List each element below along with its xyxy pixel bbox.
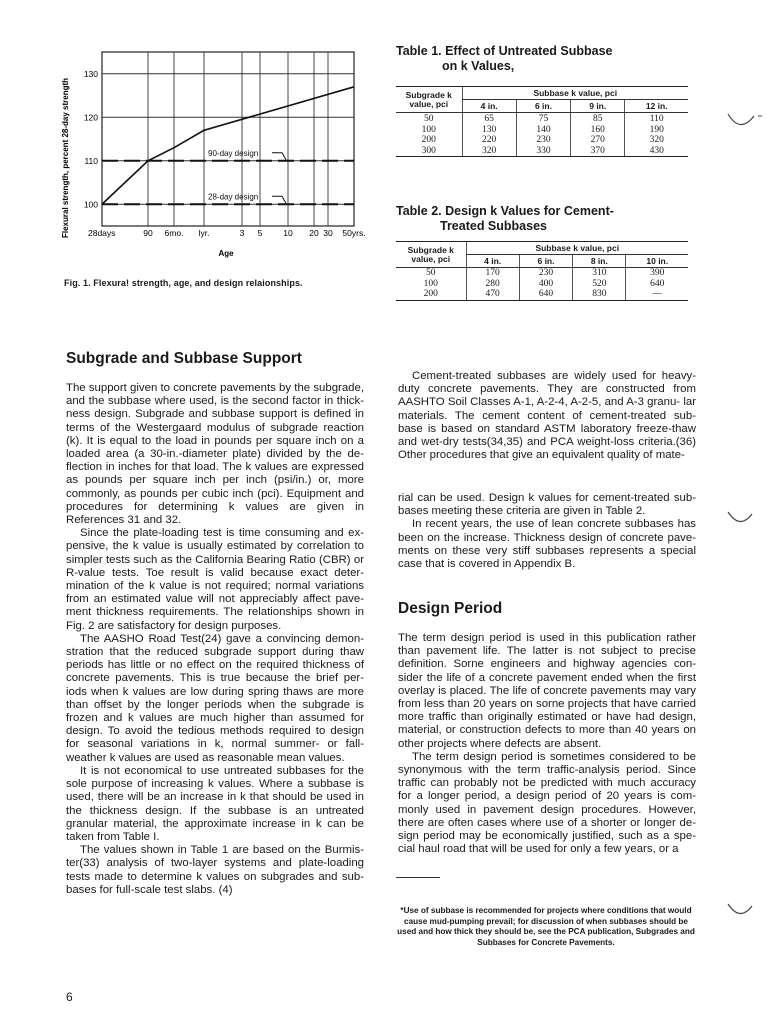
figure-caption: Fig. 1. Flexura! strength, age, and design relaionships. xyxy=(64,278,303,288)
right-column-top xyxy=(398,370,696,462)
x-tick-label: lyr. xyxy=(198,228,210,238)
table1-col-header: 6 in. xyxy=(516,100,570,113)
table2-title-line2: Treated Subbases xyxy=(440,219,547,233)
x-axis-label: Age xyxy=(218,249,234,258)
annotation-28-day: 28-day design xyxy=(208,192,259,202)
table2-cell: 470 xyxy=(466,289,519,300)
table1-subgrade-header: Subgrade k value, pci xyxy=(396,87,462,113)
paragraph: Since the plate-loading test is time consuming and ex- pensive, the k value is usually estimated by correlation to simpler tests such as the California Bearing Ratio (CBR) or R-value tests. Toe result is valid because exact deter- mination of the k value is not required; normal variations from an estimated value will not appreciably affect pave- ment thickness requirements. The relationships shown in Fig. 2 are satisfactory for design purposes. xyxy=(66,527,364,632)
table1-col-header: 4 in. xyxy=(462,100,516,113)
x-tick-label: 50yrs. xyxy=(342,228,366,238)
footnote: *Use of subbase is recommended for projects where conditions that would cause mud-pumping prevail; for discussion of when subbases should be used and how thick they should be, see the PCA publication, Subgrades and Subbases for Concrete Pavements. xyxy=(397,906,695,947)
paragraph: The term design period is sometimes considered to be synonymous with the term traffic-analysis period. Since traffic can probably not be predicted with much accuracy for a longer period, a design period of 20 years is com- monly used in pavement design procedures. However, there are often cases where use of a shorter or longer de- sign period may be economically justified, such as a spe- cial haul road that will be used for only a few years, or a xyxy=(398,750,696,856)
table1-cell: 230 xyxy=(516,135,570,146)
table2-cell: 100 xyxy=(423,278,438,289)
table1-col-header: 9 in. xyxy=(571,100,625,113)
table1-title xyxy=(396,44,612,74)
x-tick-label: 20 xyxy=(309,228,319,238)
table2-cell: 640 xyxy=(519,289,572,300)
table2-subgrade-header: Subgrade k value, pci xyxy=(396,242,466,268)
paragraph: rial can be used. Design k values for cement-treated sub- bases meeting these criteria are given in Table 2. xyxy=(398,492,696,518)
table2-col-header: 4 in. xyxy=(466,255,519,268)
x-tick-label: 28days xyxy=(88,228,116,238)
table1-cell: 430 xyxy=(625,146,688,157)
margin-mark-icon xyxy=(722,500,758,536)
section-heading-subgrade: Subgrade and Subbase Support xyxy=(66,350,302,367)
table1 xyxy=(396,86,688,157)
table2-cell: 640 xyxy=(626,279,688,290)
y-tick-label: 110 xyxy=(84,155,98,166)
right-column-bottom xyxy=(398,632,696,856)
y-tick-label: 120 xyxy=(83,112,98,123)
table2-col-header: 10 in. xyxy=(626,255,688,268)
table1-cell: 130 xyxy=(462,125,516,136)
table2-cell: 830 xyxy=(573,289,626,300)
y-tick-label: 100 xyxy=(83,199,98,210)
paragraph: The values shown in Table 1 are based on the Burmis- ter(33) analysis of two-layer systems and plate-loading tests made to determine k values on subgrades and sub- bases for full-scale test slabs. (4) xyxy=(66,844,364,896)
table1-title-line1: Table 1. Effect of Untreated Subbase xyxy=(396,44,613,58)
table2-cell: 170 xyxy=(466,268,519,279)
paragraph: It is not economical to use untreated subbases for the sole purpose of increasing k values. Where a subbase is used, there will be an increase in k that should be used in the thickness design. If the subbase is an untreated granular material, the approximate increase in k can be taken from Table I. xyxy=(66,764,364,843)
table1-cell: 300 xyxy=(396,146,462,157)
table1-cell: 200 xyxy=(421,135,436,145)
x-tick-label: 30 xyxy=(323,228,333,238)
page-number: 6 xyxy=(66,990,73,1004)
x-tick-label: 3 xyxy=(239,228,245,238)
table2-col-header: 8 in. xyxy=(573,255,626,268)
table1-title-line2: on k Values, xyxy=(442,59,515,73)
table1-cell: 270 xyxy=(571,135,625,146)
left-column xyxy=(66,382,364,897)
table1-cell: 320 xyxy=(625,135,688,146)
table2-cell: 520 xyxy=(573,279,626,290)
chart xyxy=(56,40,366,275)
table2-cell: 230 xyxy=(519,268,572,279)
table2-cell: 400 xyxy=(519,279,572,290)
table1-cell: 220 xyxy=(462,135,516,146)
x-tick-label: 10 xyxy=(283,228,293,238)
table2-cell: 50 xyxy=(426,268,436,278)
table2-cell: 310 xyxy=(573,268,626,279)
margin-mark-icon xyxy=(722,892,758,928)
table1-col-header: 12 in. xyxy=(625,100,688,113)
table1-cell: 140 xyxy=(516,125,570,136)
paragraph: Cement-treated subbases are widely used for heavy- duty concrete pavements. They are constructed from AASHTO Soil Classes A-1, A-2-4, A-2-5, and A-3 granu- lar materials. The cement content of cement-treated sub- base is based on standard ASTM laboratory freeze-thaw and wet-dry tests(34,35) and PCA weight-loss criteria.(36) Other procedures that give an equivalent quality of mate- xyxy=(398,370,696,462)
figure-flexural-strength xyxy=(56,40,366,300)
paragraph: The AASHO Road Test(24) gave a convincing demon- stration that the reduced subgrade support during thaw periods has little or no effect on the required thickness of concrete pavements. This is true because the brief per- iods when k values are low during spring thaws are more than offset by the longer periods when the subgrade is frozen and k values are much higher than assumed for design. To avoid the tedious methods required to design for seasonal variations in k, normal summer- or fall- weather k values are used as reasonable mean values. xyxy=(66,632,364,764)
table1-cell: 100 xyxy=(421,124,436,135)
table1-cell: 370 xyxy=(571,146,625,157)
annotation-pointer xyxy=(272,196,286,203)
table1-cell: 75 xyxy=(516,113,570,125)
x-tick-label: 6mo. xyxy=(164,228,184,238)
table1-cell: 320 xyxy=(462,146,516,157)
table2-cell: 390 xyxy=(626,268,688,279)
y-axis-label: Flexural strength, percent 28-day strength xyxy=(61,77,70,239)
paragraph: The support given to concrete pavements by the subgrade, and the subbase where used, is the second factor in thick- ness design. Subgrade and subbase support is defined in terms of the Westergaard modulus of subgrade reaction (k). It is equal to the load in pounds per square inch on a loaded area (a 30-in.-diameter plate) divided by the de- flection in inches for that load. The k values are expressed as pounds per square inch per inch (psi/in.) or, more commonly, as pounds per cubic inch (pci). Equipment and procedures for determining k values are given in References 31 and 32. xyxy=(66,382,364,527)
section-heading-design-period: Design Period xyxy=(398,600,503,617)
annotation-90-day: 90-day design xyxy=(208,148,259,158)
table2-cell: 280 xyxy=(466,279,519,290)
table2-group-header: Subbase k value, pci xyxy=(466,242,688,255)
footnote-rule xyxy=(396,877,440,878)
table1-group-header: Subbase k value, pci xyxy=(462,87,688,100)
x-tick-label: 90 xyxy=(143,228,153,238)
y-tick-label: 130 xyxy=(83,68,98,79)
table1-cell: 160 xyxy=(571,125,625,136)
table1-cell: 190 xyxy=(625,125,688,136)
table2-col-header: 6 in. xyxy=(519,255,572,268)
paragraph: In recent years, the use of lean concrete subbases has been on the increase. Thickness design of concrete pave- ments on these very stiff subbases represents a special case that is covered in Appendix B. xyxy=(398,518,696,571)
table1-cell: 65 xyxy=(462,113,516,125)
strength-curve xyxy=(102,87,354,204)
table2-cell: 200 xyxy=(396,289,466,300)
table2-title-line1: Table 2. Design k Values for Cement- xyxy=(396,204,614,218)
annotation-pointer xyxy=(272,153,286,160)
table1-cell: 50 xyxy=(424,113,434,124)
table1-cell: 85 xyxy=(571,113,625,125)
table1-cell: 110 xyxy=(625,113,688,125)
table2 xyxy=(396,241,688,301)
right-column-mid xyxy=(398,492,696,571)
table2-title xyxy=(396,204,614,234)
table1-cell: 330 xyxy=(516,146,570,157)
margin-mark-icon xyxy=(722,100,762,140)
x-tick-label: 5 xyxy=(257,228,263,238)
paragraph: The term design period is used in this publication rather than pavement life. The latter is not subject to precise definition. Sorne engineers and highway agencies con- sider the life of a concrete pavement ended when the first overlay is placed. The life of concrete pavements may vary from less than 20 years on sorne projects that have carried more traffic than originally estimated or have had design, material, or construction defects to more than 40 years on other projects where defects are absent. xyxy=(398,632,696,750)
table2-cell: — xyxy=(626,289,688,300)
